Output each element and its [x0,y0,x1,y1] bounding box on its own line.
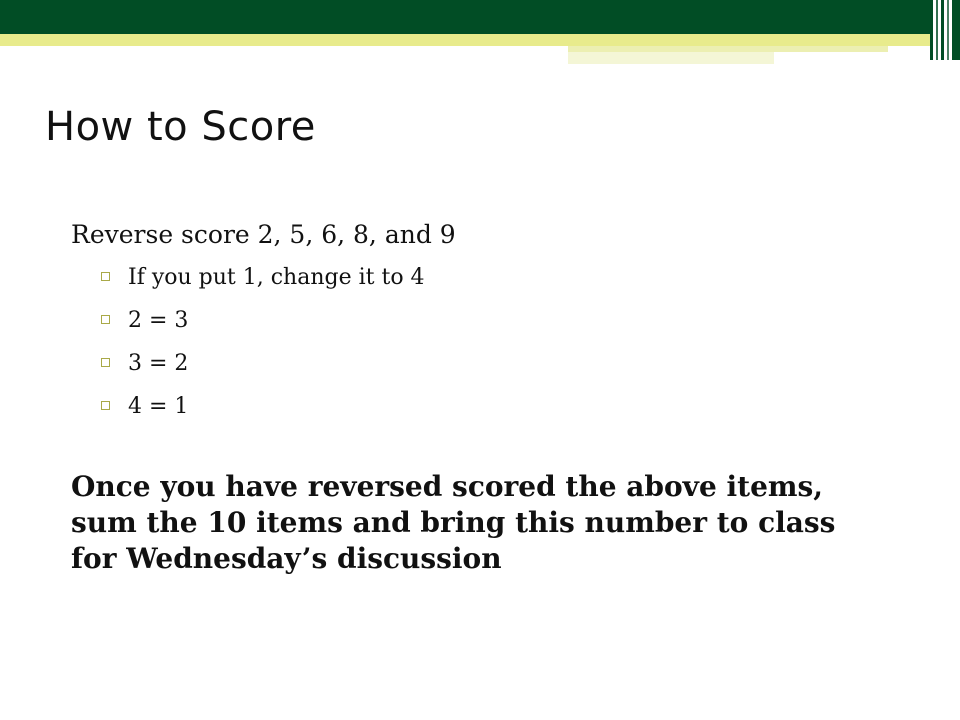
sub-bullet-item [101,392,891,435]
slide-body [71,220,891,577]
header-accent-stripe [0,34,930,46]
sub-bullet-item [101,306,891,349]
sub-bullet-text: 3 = 2 [128,351,189,376]
square-bullet-icon [101,358,110,367]
header-decorative-lines [930,0,960,60]
main-bullet: Reverse score 2, 5, 6, 8, and 9 [71,220,456,249]
sub-bullet-item [101,349,891,392]
sub-bullet-text: 4 = 1 [128,394,189,419]
sub-bullet-item [101,263,891,306]
sub-bullet-text: 2 = 3 [128,308,189,333]
square-bullet-icon [101,401,110,410]
square-bullet-icon [101,315,110,324]
header-banner [0,0,960,34]
instruction-paragraph: Once you have reversed scored the above items, sum the 10 items and bring this number to class for Wednesday’s discussion [71,470,836,575]
header-accent-stripe-tail [568,52,774,64]
slide-title: How to Score [45,104,316,150]
sub-bullet-text: If you put 1, change it to 4 [128,265,425,290]
square-bullet-icon [101,272,110,281]
sub-bullet-list [71,263,891,435]
